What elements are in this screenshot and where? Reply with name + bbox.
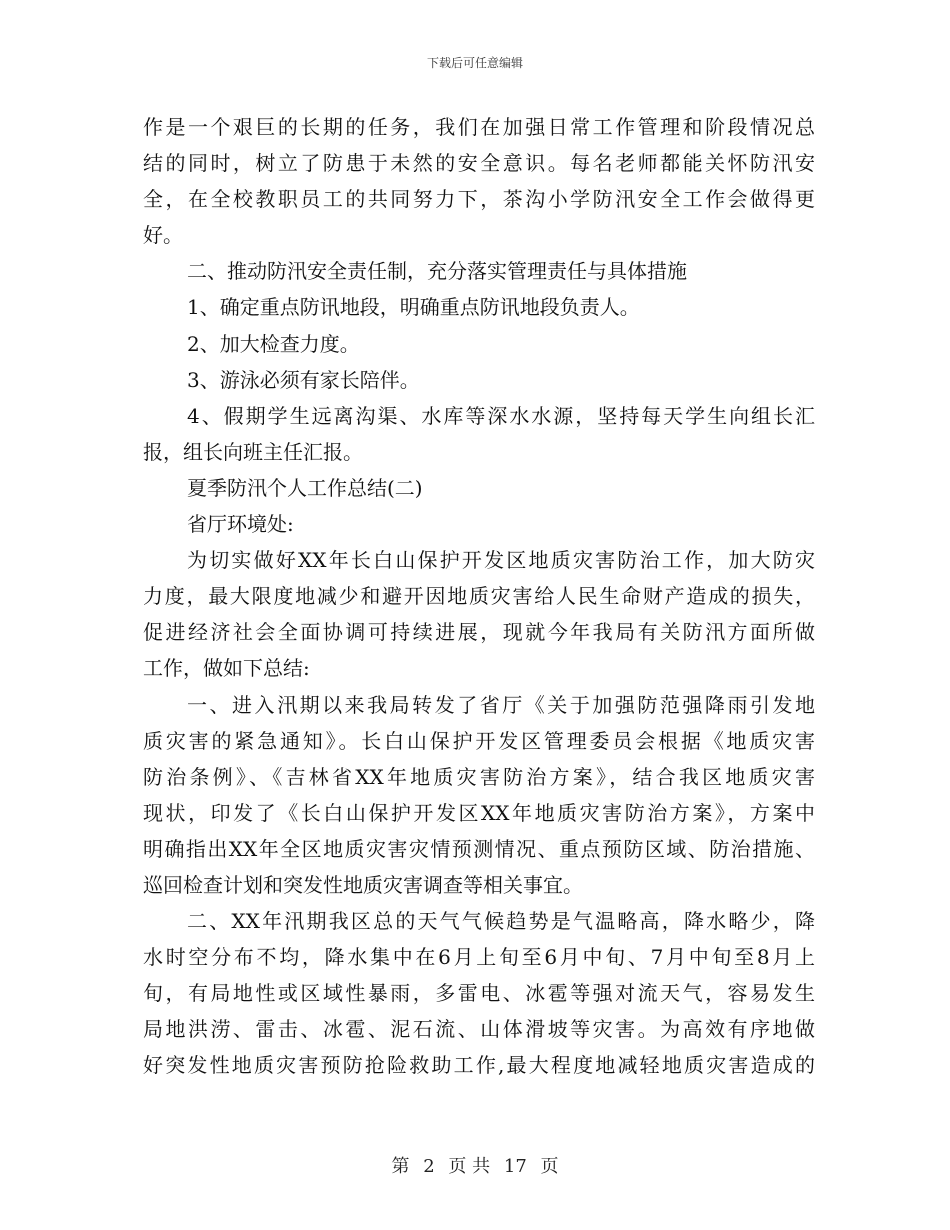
text-line: 工作，做如下总结: [143,656,310,681]
body-text [143,109,815,1084]
text-line: 省厅环境处: [187,512,294,537]
text-line: 水时空分布不均，降水集中在6月上旬至6月中旬、7月中旬至8月上 [143,945,815,970]
text-line: 质灾害的紧急通知》。长白山保护开发区管理委员会根据《地质灾害 [143,728,815,753]
text-line: 结的同时，树立了防患于未然的安全意识。每名老师都能关怀防汛安 [143,151,815,176]
text-line: 促进经济社会全面协调可持续进展，现就今年我局有关防汛方面所做 [143,620,815,645]
text-line: 4、假期学生远离沟渠、水库等深水水源，坚持每天学生向组长汇 [187,403,815,428]
text-line: 好突发性地质灾害预防抢险救助工作,最大程度地减轻地质灾害造成的 [143,1053,815,1078]
footer-middle: 页 共 [448,1156,491,1177]
text-line: 全，在全校教职员工的共同努力下，茶沟小学防汛安全工作会做得更 [143,187,815,212]
text-line: 报，组长向班主任汇报。 [143,439,363,464]
text-line: 夏季防汛个人工作总结(二) [187,475,423,500]
total-pages: 17 [503,1156,527,1177]
text-line: 一、进入汛期以来我局转发了省厅《关于加强防范强降雨引发地 [187,692,815,717]
text-line: 2、加大检查力度。 [187,331,360,356]
page-header: 下载后可任意编辑 [426,56,523,70]
footer-suffix: 页 [540,1156,559,1177]
text-line: 明确指出XX年全区地质灾害灾情预测情况、重点预防区域、防治措施、 [143,836,815,861]
page-footer [0,1152,950,1178]
footer-prefix: 第 [391,1156,410,1177]
text-line: 二、XX年汛期我区总的天气气候趋势是气温略高，降水略少，降 [187,909,815,934]
text-line: 为切实做好XX年长白山保护开发区地质灾害防治工作，加大防灾 [187,548,815,573]
text-line: 防治条例》、《吉林省XX年地质灾害防治方案》，结合我区地质灾害 [143,764,815,789]
text-line: 3、游泳必须有家长陪伴。 [187,367,420,392]
text-line: 旬，有局地性或区域性暴雨，多雷电、冰雹等强对流天气，容易发生 [143,981,815,1006]
text-line: 巡回检查计划和突发性地质灾害调查等相关事宜。 [143,872,583,897]
text-line: 作是一个艰巨的长期的任务，我们在加强日常工作管理和阶段情况总 [143,115,815,139]
text-line: 1、确定重点防讯地段，明确重点防讯地段负责人。 [187,295,640,320]
text-line: 好。 [143,223,183,248]
text-line: 现状，印发了《长白山保护开发区XX年地质灾害防治方案》，方案中 [143,800,815,825]
page-number: 2 [423,1156,435,1177]
text-line: 力度，最大限度地减少和避开因地质灾害给人民生命财产造成的损失， [143,584,815,609]
text-line: 局地洪涝、雷击、冰雹、泥石流、山体滑坡等灾害。为高效有序地做 [143,1017,815,1042]
text-line: 二、推动防汛安全责任制，充分落实管理责任与具体措施 [187,259,687,284]
